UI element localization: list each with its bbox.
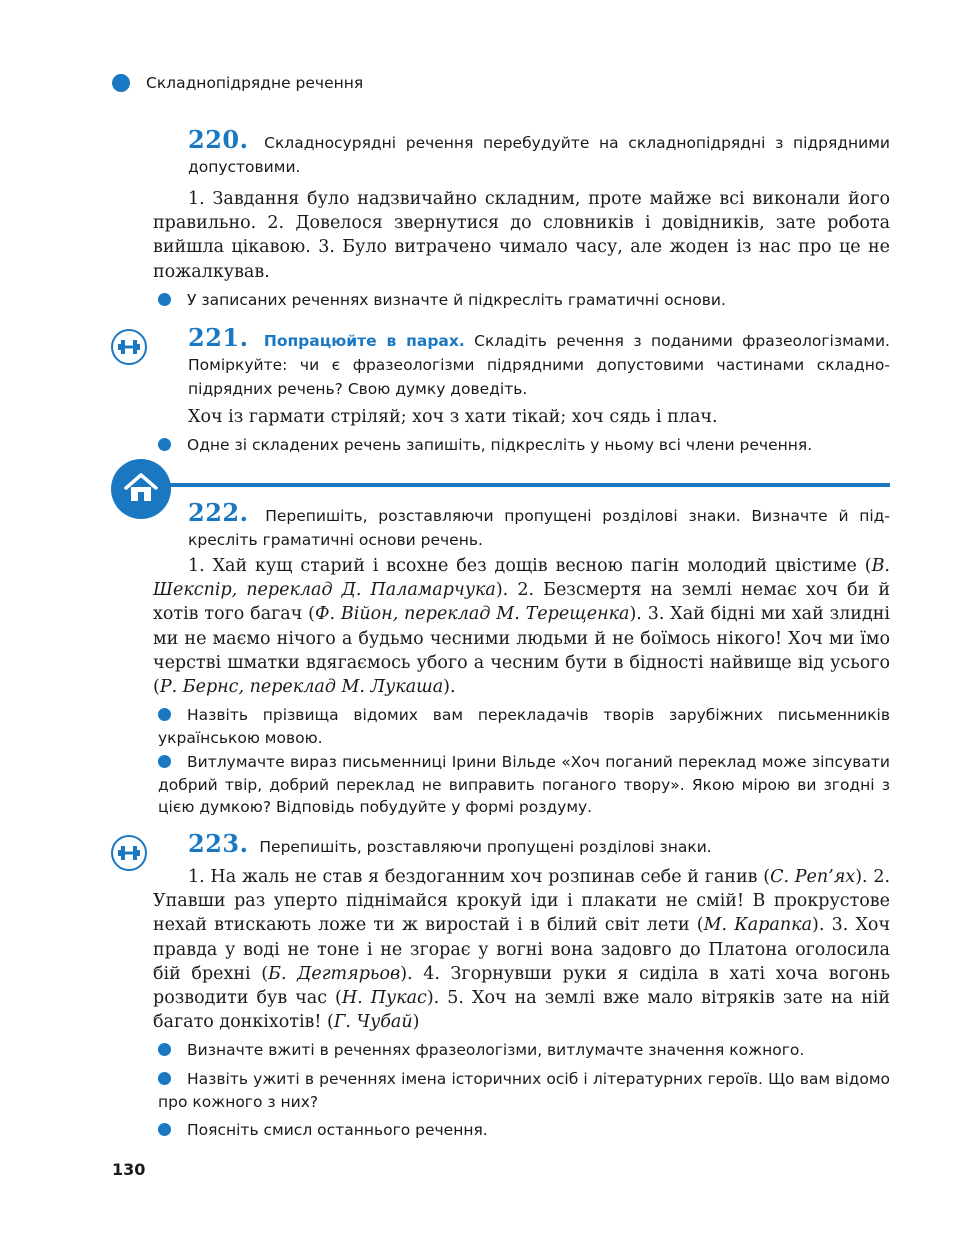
- exercise-223-task-2: Назвіть ужиті в реченнях імена історичних осіб і літературних героїв. Що вам відомо про кожного з них?: [158, 1070, 890, 1111]
- exercise-222-heading: [188, 498, 890, 552]
- homework-divider: [160, 483, 890, 487]
- dumbbell-icon: [111, 329, 147, 365]
- dumbbell-icon: [111, 835, 147, 871]
- bullet-icon: [158, 755, 171, 768]
- header-bullet-icon: [112, 74, 130, 92]
- page-header: [112, 70, 363, 96]
- exercise-222-task-2: Витлумачте вираз письменниці Ірини Вільде «Хоч поганий переклад може зіпсувати добрий твір, добрий переклад не виправить поганого твору». Якою мірою ви згодні з цією думкою? Відповідь побудуйте у формі роздуму.: [158, 753, 890, 816]
- bullet-icon: [158, 1123, 171, 1136]
- author-credit: М. Карапка: [703, 915, 813, 936]
- author-credit: Н. Пукас: [341, 988, 427, 1009]
- exercise-instruction: Складіть речення з поданими фразеологізмами. Поміркуйте: чи є фразеологізми підрядними допустовими частинами складнопідрядних речень? Свою думку доведіть.: [188, 332, 890, 398]
- pair-work-label: Попрацюйте в парах.: [263, 332, 465, 350]
- author-credit: Р. Бернс, переклад М. Лукаша: [159, 677, 444, 698]
- exercise-222-text: 1. Хай кущ старий і всохне без дощів весною пагін молодий цвістиме (В. Шекспір, переклад Д. Паламарчука). 2. Безсмертя на землі немає хоч би й хотів того багач (Ф. Війон, переклад М. Терещенка). 3. Хай бідні ми хай злидні ми не маємо нічого а будьмо чесними людьми й не боїмось нікого! Хоч ми їмо черстві шматки вдягаємось убого а чесним бути в бідності найвище від усього (Р. Бернс, переклад М. Лукаша).: [153, 556, 890, 698]
- exercise-221-task-1: Одне зі складених речень запишіть, підкресліть у ньому всі члени речення.: [158, 434, 890, 457]
- exercise-220-task-1: У записаних реченнях визначте й підкресліть граматичні основи.: [158, 289, 890, 312]
- bullet-icon: [158, 708, 171, 721]
- exercise-221-heading: [188, 323, 890, 401]
- exercise-number: 221.: [188, 323, 249, 352]
- exercise-220-heading: [188, 125, 890, 179]
- exercise-instruction: Складносурядні речення перебудуйте на складнопідрядні з підрядними допустовими.: [188, 134, 890, 176]
- exercise-221-text: Хоч із гармати стріляй; хоч з хати тікай; хоч сядь і плач.: [188, 407, 718, 427]
- page-number: 130: [112, 1160, 146, 1179]
- bullet-icon: [158, 1043, 171, 1056]
- author-credit: В. Шекспір, переклад Д. Паламарчука: [153, 556, 890, 601]
- exercise-instruction: Перепишіть, розставляючи пропущені розділові знаки.: [259, 838, 712, 856]
- exercise-223-text: 1. На жаль не став я бездоганним хоч розпинав себе й ганив (С. Реп’ях). 2. Упавши раз уперто піднімайся крокуй іди і плакати не смій! В прокрустове нехай втискають ложе ти ж виростай і в білий світ лети (М. Карапка). 3. Хоч правда у воді не тоне і не згорає у вогні вона задовго до Платона оголосила бій брехні (Б. Дегтярьов). 4. Згорнувши руки я сиділа в хаті хоча вогонь розводити був час (Н. Пукас). 5. Хоч на землі вже мало вітряків зате на ній багато донкіхотів! (Г. Чубай): [153, 867, 891, 1033]
- author-credit: Г. Чубай: [333, 1012, 413, 1033]
- exercise-223-task-1: Визначте вжиті в реченнях фразеологізми, витлумачте значення кожного.: [158, 1039, 890, 1062]
- author-credit: Ф. Війон, переклад М. Терещенка: [314, 604, 630, 625]
- section-title: Складнопідрядне речення: [146, 74, 364, 92]
- home-icon: [111, 459, 171, 519]
- exercise-number: 220.: [188, 125, 249, 154]
- exercise-number: 223.: [188, 829, 249, 858]
- author-credit: Б. Дегтярьов: [268, 963, 401, 984]
- exercise-222-task-1: Назвіть прізвища відомих вам перекладачів творів зарубіжних письменників українською мовою.: [158, 706, 890, 747]
- exercise-instruction: Перепишіть, розставляючи пропущені розділові знаки. Визначте й підкресліть граматичні основи речень.: [188, 507, 890, 549]
- bullet-icon: [158, 293, 171, 306]
- exercise-220-text: 1. Завдання було надзвичайно складним, проте майже всі виконали його правильно. 2. Довелося звернутися до словників і довідників, зате робота вийшла цікавою. 3. Було витрачено чимало часу, але жоден із нас про це не пожалкував.: [153, 189, 890, 282]
- exercise-223-task-3: Поясніть смисл останнього речення.: [158, 1119, 890, 1142]
- bullet-icon: [158, 438, 171, 451]
- exercise-number: 222.: [188, 498, 249, 527]
- exercise-223-heading: [188, 829, 890, 859]
- bullet-icon: [158, 1072, 171, 1085]
- author-credit: С. Реп’ях: [770, 867, 856, 887]
